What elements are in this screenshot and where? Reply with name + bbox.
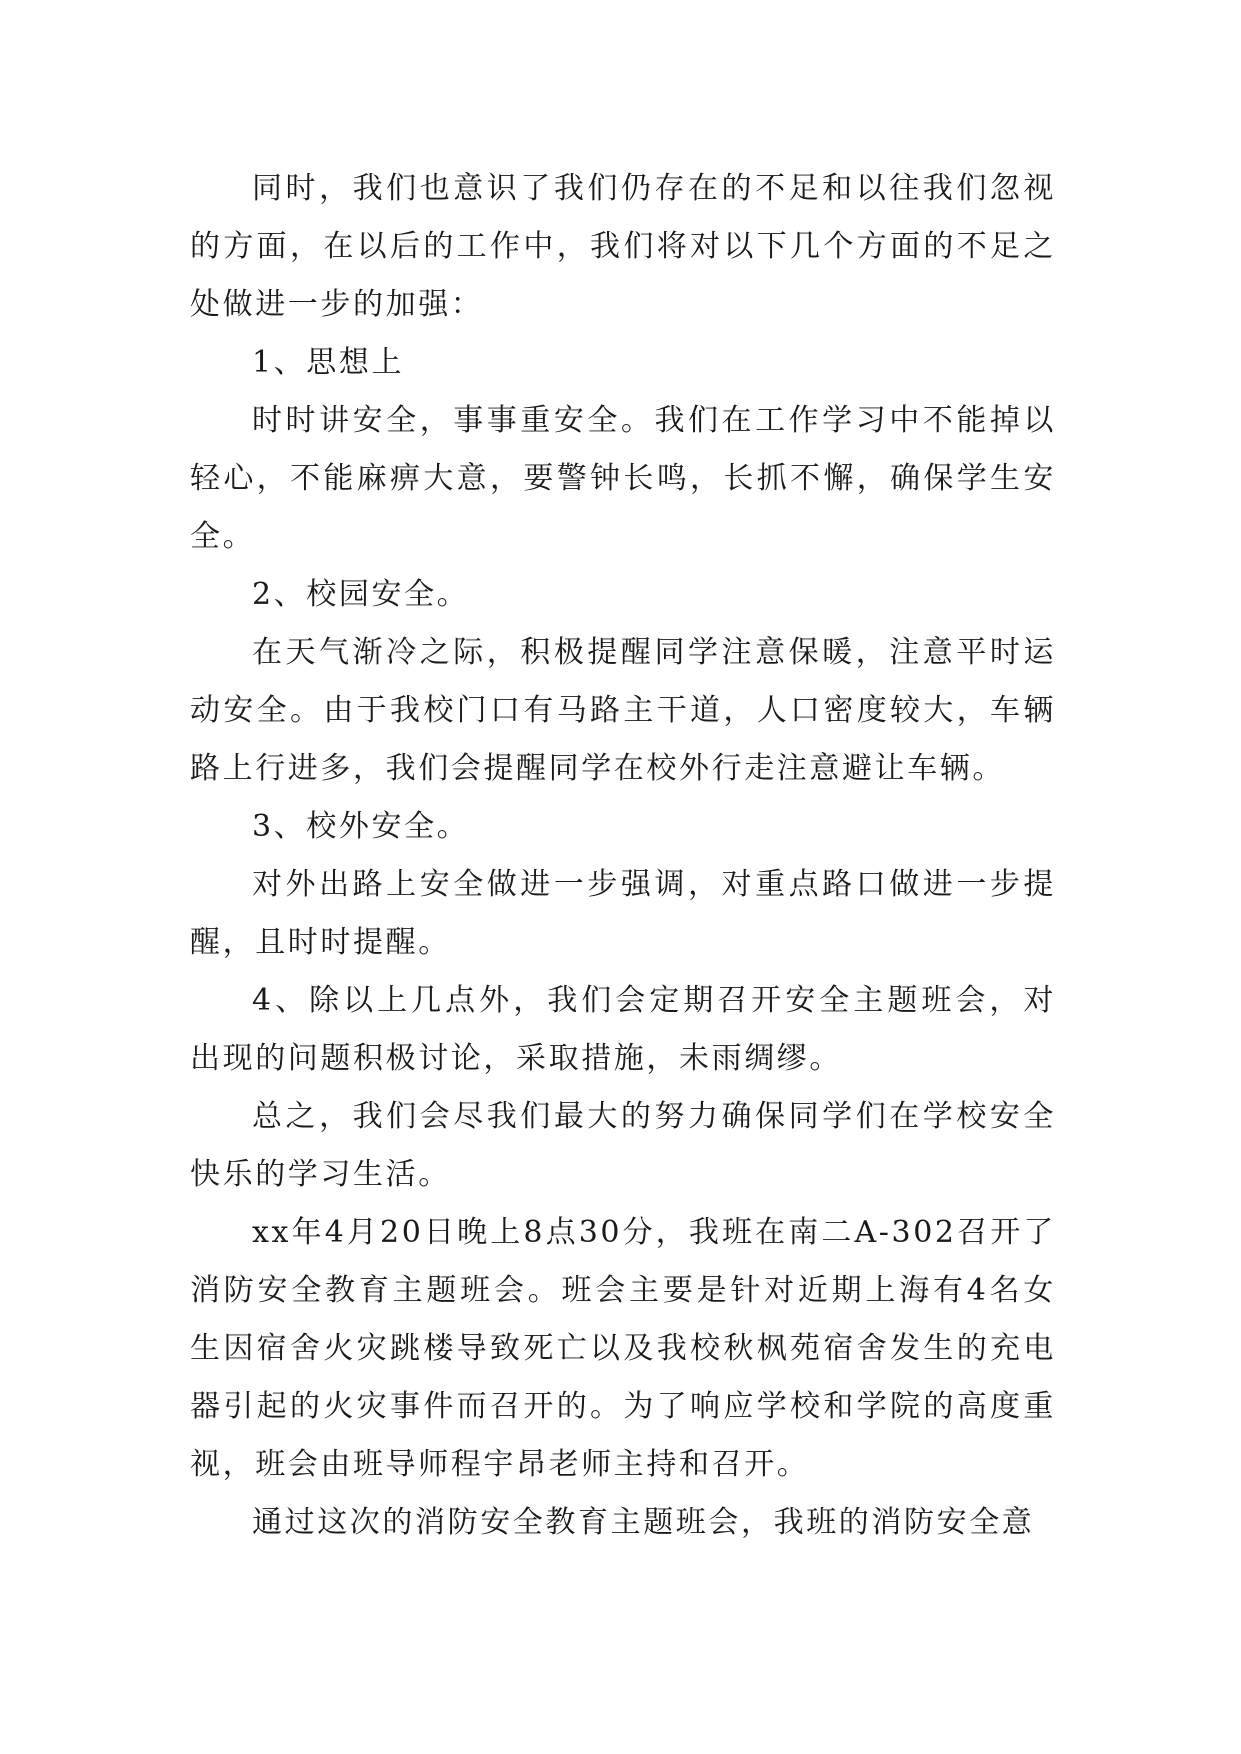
heading-item-1: 1、思想上 (252, 345, 405, 380)
paragraph-closing: 通过这次的消防安全教育主题班会，我班的消防安全意 (252, 1505, 1035, 1540)
paragraph-meeting: xx年4月20日晚上8点30分，我班在南二A-302召开了消防安全教育主题班会。班会主要是针对近期上海有4名女生因宿舍火灾跳楼导致死亡以及我校秋枫苑宿舍发生的充电器引起的火灾事件而召开的。为了响应学校和学院的高度重视，班会由班导师程宇昂老师主持和召开。 (190, 1215, 1056, 1482)
document-body (190, 160, 1056, 1552)
paragraph-item-2: 在天气渐冷之际，积极提醒同学注意保暖，注意平时运动安全。由于我校门口有马路主干道，人口密度较大，车辆路上行进多，我们会提醒同学在校外行走注意避让车辆。 (190, 635, 1056, 786)
paragraph-summary: 总之，我们会尽我们最大的努力确保同学们在学校安全快乐的学习生活。 (190, 1099, 1056, 1192)
paragraph-item-4: 4、除以上几点外，我们会定期召开安全主题班会，对出现的问题积极讨论，采取措施，未雨绸缪。 (190, 983, 1056, 1076)
heading-item-3: 3、校外安全。 (252, 809, 470, 844)
paragraph-item-3: 对外出路上安全做进一步强调，对重点路口做进一步提醒，且时时提醒。 (190, 867, 1056, 960)
paragraph-intro: 同时，我们也意识了我们仍存在的不足和以往我们忽视的方面，在以后的工作中，我们将对以下几个方面的不足之处做进一步的加强： (190, 171, 1056, 322)
paragraph-item-1: 时时讲安全，事事重安全。我们在工作学习中不能掉以轻心，不能麻痹大意，要警钟长鸣，长抓不懈，确保学生安全。 (190, 403, 1056, 554)
heading-item-2: 2、校园安全。 (252, 577, 470, 612)
